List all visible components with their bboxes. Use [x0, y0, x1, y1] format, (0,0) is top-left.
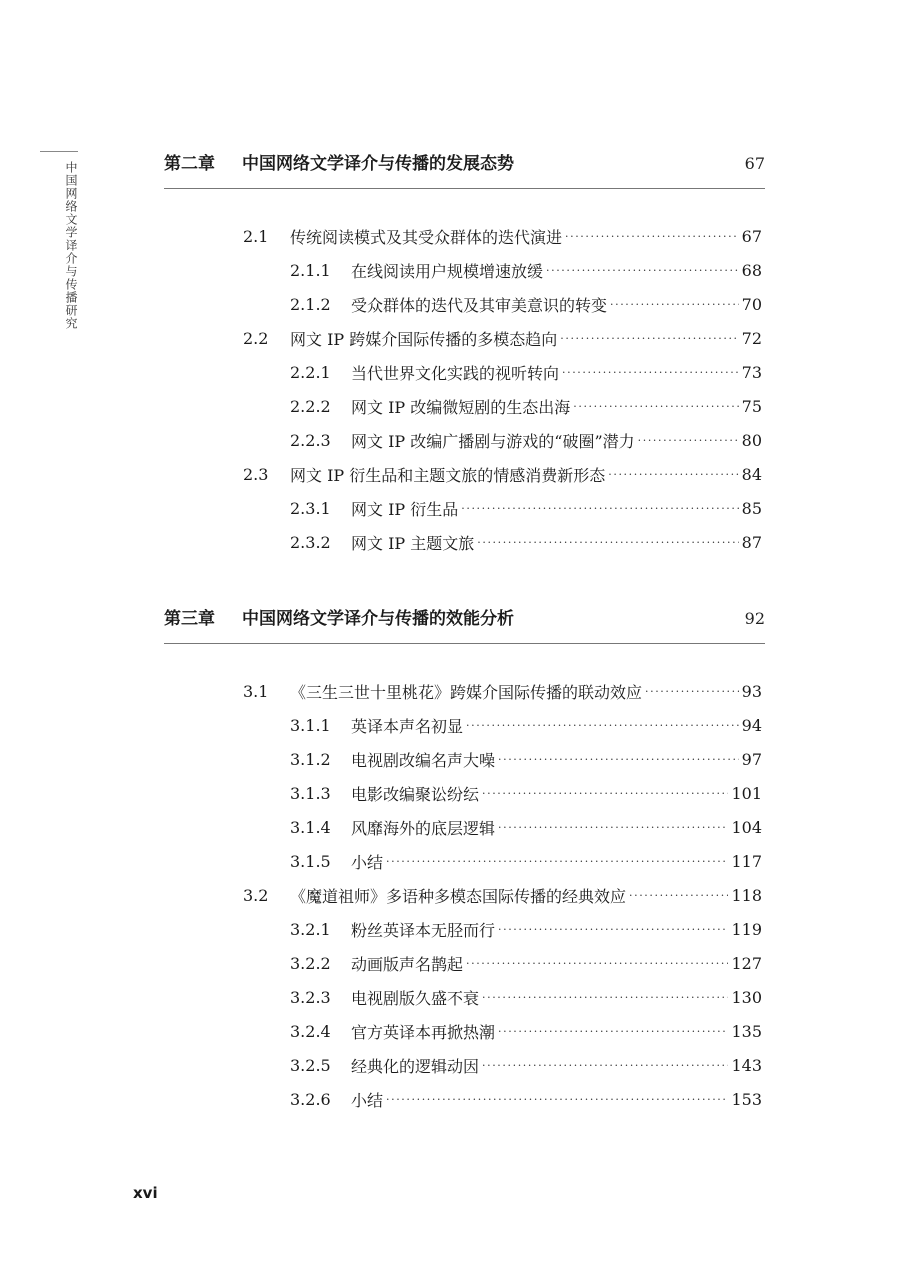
entry-title: 经典化的逻辑动因 — [351, 1056, 480, 1076]
entry-page: 104 — [731, 817, 762, 837]
entry-page: 93 — [741, 681, 762, 701]
entry-page: 127 — [731, 953, 762, 973]
entry-title: 《魔道祖师》多语种多模态国际传播的经典效应 — [290, 886, 627, 906]
dot-leader — [498, 753, 739, 766]
toc-entry[interactable] — [290, 355, 762, 389]
toc-entry[interactable] — [243, 321, 762, 355]
entry-title: 网文 IP 跨媒介国际传播的多模态趋向 — [290, 329, 558, 349]
running-title: 中国网络文学译介与传播研究 — [64, 161, 78, 330]
toc-entry[interactable] — [290, 389, 762, 423]
entry-title: 小结 — [351, 852, 384, 872]
dot-leader — [482, 991, 728, 1004]
toc-entry[interactable] — [290, 810, 762, 844]
entry-number: 3.2 — [243, 885, 269, 905]
dot-leader — [386, 855, 728, 868]
entry-number: 3.1.5 — [290, 851, 331, 871]
chapter-label: 第二章 — [164, 154, 215, 174]
dot-leader — [573, 400, 738, 413]
entry-title: 传统阅读模式及其受众群体的迭代演进 — [290, 227, 563, 247]
entry-page: 84 — [741, 464, 762, 484]
toc-entry[interactable] — [243, 457, 762, 491]
entry-number: 3.2.1 — [290, 919, 331, 939]
entry-page: 101 — [731, 783, 762, 803]
entry-page: 73 — [741, 362, 762, 382]
dot-leader — [560, 332, 738, 345]
entry-title: 小结 — [351, 1090, 384, 1110]
dot-leader — [498, 821, 728, 834]
entry-number: 3.1.3 — [290, 783, 331, 803]
toc-entry[interactable] — [290, 708, 762, 742]
entry-title: 网文 IP 改编广播剧与游戏的“破圈”潜力 — [351, 431, 635, 451]
entry-number: 2.2.1 — [290, 362, 331, 382]
entry-title: 在线阅读用户规模增速放缓 — [351, 261, 544, 281]
chapter-title: 中国网络文学译介与传播的发展态势 — [242, 154, 514, 174]
entry-title: 风靡海外的底层逻辑 — [351, 818, 496, 838]
dot-leader — [386, 1093, 728, 1106]
dot-leader — [562, 366, 739, 379]
dot-leader — [466, 719, 739, 732]
side-rule — [40, 151, 78, 152]
entry-page: 85 — [741, 498, 762, 518]
chapter-rule — [164, 188, 765, 189]
entry-page: 143 — [731, 1055, 762, 1075]
entry-page: 72 — [741, 328, 762, 348]
entry-title: 动画版声名鹊起 — [351, 954, 464, 974]
entry-number: 2.3 — [243, 464, 269, 484]
entry-page: 87 — [741, 532, 762, 552]
chapter-title: 中国网络文学译介与传播的效能分析 — [242, 609, 514, 629]
dot-leader — [546, 264, 739, 277]
toc-entry[interactable] — [290, 1014, 762, 1048]
entry-number: 3.1.1 — [290, 715, 331, 735]
entry-number: 3.2.4 — [290, 1021, 331, 1041]
dot-leader — [482, 787, 728, 800]
entry-title: 英译本声名初显 — [351, 716, 464, 736]
dot-leader — [565, 230, 739, 243]
dot-leader — [638, 434, 739, 447]
toc-entry[interactable] — [243, 878, 762, 912]
dot-leader — [645, 685, 739, 698]
entry-number: 3.2.6 — [290, 1089, 331, 1109]
entry-number: 2.3.2 — [290, 532, 331, 552]
chapter-page: 92 — [744, 609, 765, 628]
entry-page: 135 — [731, 1021, 762, 1041]
toc-entry[interactable] — [290, 980, 762, 1014]
entry-number: 3.1 — [243, 681, 269, 701]
entry-number: 2.3.1 — [290, 498, 331, 518]
chapter-rule — [164, 643, 765, 644]
entry-title: 网文 IP 衍生品和主题文旅的情感消费新形态 — [290, 465, 606, 485]
entry-title: 受众群体的迭代及其审美意识的转变 — [351, 295, 608, 315]
entry-page: 130 — [731, 987, 762, 1007]
chapter-label: 第三章 — [164, 609, 215, 629]
entry-title: 电视剧改编名声大噪 — [351, 750, 496, 770]
entry-number: 3.2.3 — [290, 987, 331, 1007]
entry-page: 80 — [741, 430, 762, 450]
chapter-heading[interactable] — [164, 149, 765, 174]
entry-number: 2.2.2 — [290, 396, 331, 416]
dot-leader — [477, 536, 738, 549]
entry-title: 粉丝英译本无胫而行 — [351, 920, 496, 940]
toc-entry[interactable] — [290, 253, 762, 287]
toc-entry[interactable] — [290, 491, 762, 525]
dot-leader — [629, 889, 728, 902]
entry-page: 75 — [741, 396, 762, 416]
entry-title: 当代世界文化实践的视听转向 — [351, 363, 560, 383]
entry-page: 97 — [741, 749, 762, 769]
page-number: xvi — [133, 1184, 158, 1202]
toc-entry[interactable] — [290, 1082, 762, 1116]
entry-title: 官方英译本再掀热潮 — [351, 1022, 496, 1042]
entry-page: 94 — [741, 715, 762, 735]
entry-page: 119 — [731, 919, 762, 939]
chapter-page: 67 — [744, 154, 765, 173]
dot-leader — [482, 1059, 728, 1072]
entry-title: 电视剧版久盛不衰 — [351, 988, 480, 1008]
toc-entry[interactable] — [290, 525, 762, 559]
toc-entry[interactable] — [290, 1048, 762, 1082]
dot-leader — [498, 923, 728, 936]
toc-entry[interactable] — [290, 776, 762, 810]
chapter-heading[interactable] — [164, 604, 765, 629]
entry-title: 网文 IP 主题文旅 — [351, 533, 475, 553]
entry-number: 2.1.2 — [290, 294, 331, 314]
entry-page: 153 — [731, 1089, 762, 1109]
toc-entry[interactable] — [290, 287, 762, 321]
entry-number: 3.2.5 — [290, 1055, 331, 1075]
entry-page: 68 — [741, 260, 762, 280]
toc-entry[interactable] — [290, 946, 762, 980]
entry-page: 118 — [731, 885, 762, 905]
entry-number: 2.1.1 — [290, 260, 331, 280]
entry-title: 《三生三世十里桃花》跨媒介国际传播的联动效应 — [290, 682, 643, 702]
entry-title: 网文 IP 衍生品 — [351, 499, 459, 519]
entry-page: 67 — [741, 226, 762, 246]
entry-number: 2.1 — [243, 226, 269, 246]
toc-entry[interactable] — [243, 219, 762, 253]
toc-entry[interactable] — [290, 912, 762, 946]
dot-leader — [498, 1025, 728, 1038]
entry-title: 电影改编聚讼纷纭 — [351, 784, 480, 804]
entry-number: 2.2 — [243, 328, 269, 348]
entry-title: 网文 IP 改编微短剧的生态出海 — [351, 397, 571, 417]
toc-entry[interactable] — [290, 844, 762, 878]
dot-leader — [610, 298, 739, 311]
dot-leader — [608, 468, 738, 481]
entry-page: 117 — [731, 851, 762, 871]
toc-entry[interactable] — [290, 742, 762, 776]
dot-leader — [466, 957, 728, 970]
entry-number: 3.1.2 — [290, 749, 331, 769]
entry-number: 3.1.4 — [290, 817, 331, 837]
entry-number: 3.2.2 — [290, 953, 331, 973]
toc-entry[interactable] — [243, 674, 762, 708]
toc-entry[interactable] — [290, 423, 762, 457]
entry-number: 2.2.3 — [290, 430, 331, 450]
dot-leader — [461, 502, 738, 515]
entry-page: 70 — [741, 294, 762, 314]
